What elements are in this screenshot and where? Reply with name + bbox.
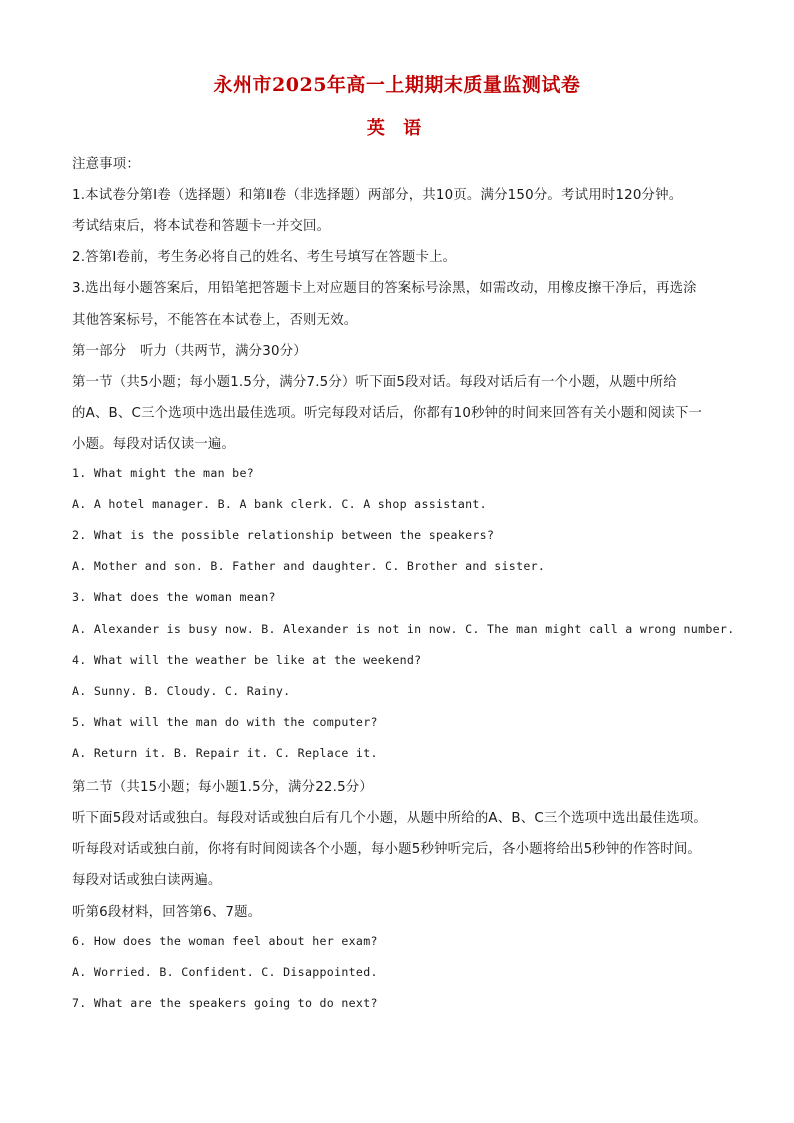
notice-heading: 注意事项： (72, 157, 140, 172)
notice-item-1-line-1: 1.本试卷分第Ⅰ卷（选择题）和第Ⅱ卷（非选择题）两部分，共10页。满分150分。考试用时120分钟。 (72, 188, 683, 203)
notice-item-2: 2.答第Ⅰ卷前，考生务必将自己的姓名、考生号填写在答题卡上。 (72, 250, 457, 265)
notice-item-3-line-1: 3.选出每小题答案后，用铅笔把答题卡上对应题目的答案标号涂黑，如需改动，用橡皮擦干净后，再选涂 (72, 281, 697, 296)
material-6-instruction: 听第6段材料，回答第6、7题。 (72, 905, 262, 920)
question-5-options: A. Return it. B. Repair it. C. Replace it. (72, 746, 378, 760)
question-4-options: A. Sunny. B. Cloudy. C. Rainy. (72, 684, 291, 698)
notice-item-3-line-2: 其他答案标号，不能答在本试卷上，否则无效。 (72, 313, 358, 328)
section2-intro-line-1: 听下面5段对话或独白。每段对话或独白后有几个小题，从题中所给的A、B、C三个选项中选出最佳选项。 (72, 811, 708, 826)
question-5: 5. What will the man do with the computer? (72, 715, 378, 729)
section1-intro-line-3: 小题。每段对话仅读一遍。 (72, 437, 236, 452)
question-1: 1. What might the man be? (72, 466, 255, 480)
question-6-options: A. Worried. B. Confident. C. Disappointed. (72, 965, 378, 979)
section2-heading: 第二节（共15小题；每小题1.5分，满分22.5分） (72, 780, 373, 795)
part1-heading: 第一部分 听力（共两节，满分30分） (72, 344, 307, 359)
question-2: 2. What is the possible relationship between the speakers? (72, 528, 495, 542)
section2-intro-line-3: 每段对话或独白读两遍。 (72, 873, 222, 888)
question-1-options: A. A hotel manager. B. A bank clerk. C. A shop assistant. (72, 497, 487, 511)
subject-title: 英 语 (366, 118, 428, 139)
question-4: 4. What will the weather be like at the weekend? (72, 653, 422, 667)
exam-title: 永州市2025年高一上期期末质量监测试卷 (213, 74, 581, 96)
question-3: 3. What does the woman mean? (72, 590, 276, 604)
question-7: 7. What are the speakers going to do next? (72, 996, 378, 1010)
section1-intro-line-1: 第一节（共5小题；每小题1.5分，满分7.5分）听下面5段对话。每段对话后有一个小题，从题中所给 (72, 375, 677, 390)
question-6: 6. How does the woman feel about her exam? (72, 934, 378, 948)
notice-item-1-line-2: 考试结束后，将本试卷和答题卡一并交回。 (72, 219, 331, 234)
question-2-options: A. Mother and son. B. Father and daughter. C. Brother and sister. (72, 559, 546, 573)
question-3-options: A. Alexander is busy now. B. Alexander is not in now. C. The man might call a wrong number. (72, 622, 735, 636)
section1-intro-line-2: 的A、B、C三个选项中选出最佳选项。听完每段对话后，你都有10秒钟的时间来回答有关小题和阅读下一 (72, 406, 703, 421)
section2-intro-line-2: 听每段对话或独白前，你将有时间阅读各个小题，每小题5秒钟听完后，各小题将给出5秒钟的作答时间。 (72, 842, 702, 857)
